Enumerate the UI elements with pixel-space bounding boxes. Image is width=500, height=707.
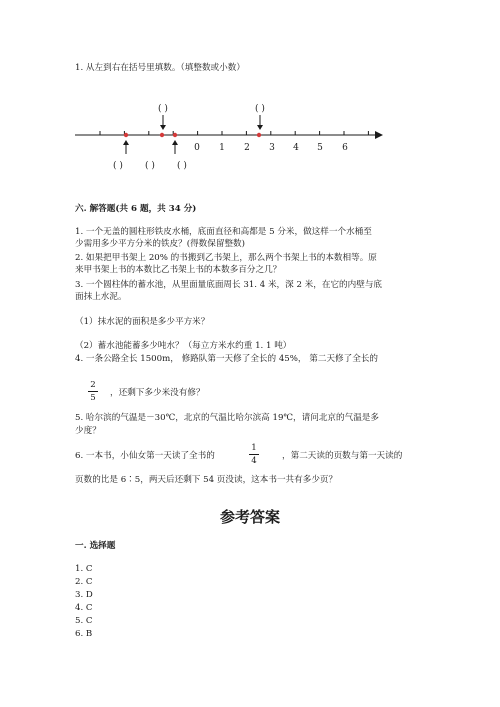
- fraction-denominator: 5: [90, 393, 96, 403]
- problem-4-fraction: [87, 380, 99, 403]
- marker-point-4: [257, 133, 261, 137]
- bottom-blank-1: ( ): [113, 161, 123, 171]
- answer-item: 3. D: [75, 590, 93, 600]
- down-arrow-right-icon: [257, 125, 263, 130]
- problem-3-line-1: 3. 一个圆柱体的蓄水池，从里面量底面周长 31. 4 米，深 2 米，在它的内壁与底: [75, 280, 383, 290]
- tick-label-0: 0: [194, 143, 200, 153]
- answer-item: 5. C: [75, 616, 93, 626]
- problem-4-line-2: ，还剩下多少米没有修？: [110, 388, 205, 398]
- problem-1-line-2: 少需用多少平方分米的铁皮？(得数保留整数): [75, 239, 245, 249]
- tick-label-6: 6: [342, 143, 348, 153]
- problem-6-line-1a: 6. 一本书，小仙女第一天读了全书的: [75, 451, 215, 461]
- problem-5-line-2: 少度？: [75, 426, 101, 436]
- problem-6-fraction: [248, 443, 260, 466]
- tick-label-5: 5: [317, 143, 323, 153]
- fraction-denominator: 4: [251, 456, 257, 466]
- problem-2-line-1: 2. 如果把甲书架上 20% 的书搬到乙书架上，那么两个书架上书的本数相等。原: [75, 253, 377, 263]
- problem-6-line-2: 页数的比是 6∶5，两天后还剩下 54 页没读，这本书一共有多少页？: [75, 475, 338, 485]
- fraction-numerator: 1: [251, 443, 257, 453]
- fraction-bar: [249, 454, 259, 455]
- up-arrow-1-icon: [123, 140, 129, 145]
- top-blank-right: ( ): [255, 104, 265, 114]
- problem-1-line-1: 1. 一个无盖的圆柱形铁皮水桶，底面直径和高都是 5 分米，做这样一个水桶至: [75, 227, 372, 237]
- problem-3-line-2: 面抹上水泥。: [75, 292, 127, 302]
- problem-2-line-2: 来甲书架上书的本数比乙书架上书的本数多百分之几？: [75, 265, 282, 275]
- tick-label-1: 1: [219, 143, 225, 153]
- question-1-text: 1. 从左到右在括号里填数。（填整数或小数）: [75, 63, 245, 73]
- marker-point-3: [173, 133, 177, 137]
- number-line-tick-labels: [194, 143, 348, 153]
- number-line-arrowhead: [375, 131, 383, 139]
- answers-section-title: 一. 选择题: [75, 541, 116, 551]
- problem-6-line-1b: ，第二天读的页数与第一天读的: [282, 451, 403, 461]
- fraction-bar: [88, 391, 98, 392]
- answer-item: 6. B: [75, 629, 93, 639]
- bottom-blank-3: ( ): [177, 161, 187, 171]
- up-arrow-2-icon: [172, 140, 178, 145]
- number-line-figure: [70, 95, 390, 180]
- tick-label-3: 3: [269, 143, 275, 153]
- answer-item: 2. C: [75, 577, 93, 587]
- bottom-blank-2: ( ): [145, 161, 155, 171]
- section-6-title: 六. 解答题(共 6 题，共 34 分): [75, 204, 197, 214]
- tick-label-4: 4: [293, 143, 299, 153]
- marker-point-2: [160, 133, 164, 137]
- top-blank-left: ( ): [158, 104, 168, 114]
- problem-3-sub-2: （2）蓄水池能蓄多少吨水？（每立方米水约重 1. 1 吨）: [75, 341, 292, 351]
- fraction-numerator: 2: [90, 380, 96, 390]
- problem-4-line-1: 4. 一条公路全长 1500m， 修路队第一天修了全长的 45%， 第二天修了全长的: [75, 354, 379, 364]
- answers-title: 参考答案: [219, 508, 280, 526]
- number-line-ticks: [100, 131, 368, 135]
- answer-item: 1. C: [75, 564, 93, 574]
- marker-point-1: [124, 133, 128, 137]
- tick-label-2: 2: [244, 143, 250, 153]
- down-arrow-left-icon: [160, 125, 166, 130]
- problem-5-line-1: 5. 哈尔滨的气温是－30℃，北京的气温比哈尔滨高 19℃，请问北京的气温是多: [75, 413, 379, 423]
- problem-3-sub-1: （1）抹水泥的面积是多少平方米？: [75, 317, 210, 327]
- answer-item: 4. C: [75, 603, 93, 613]
